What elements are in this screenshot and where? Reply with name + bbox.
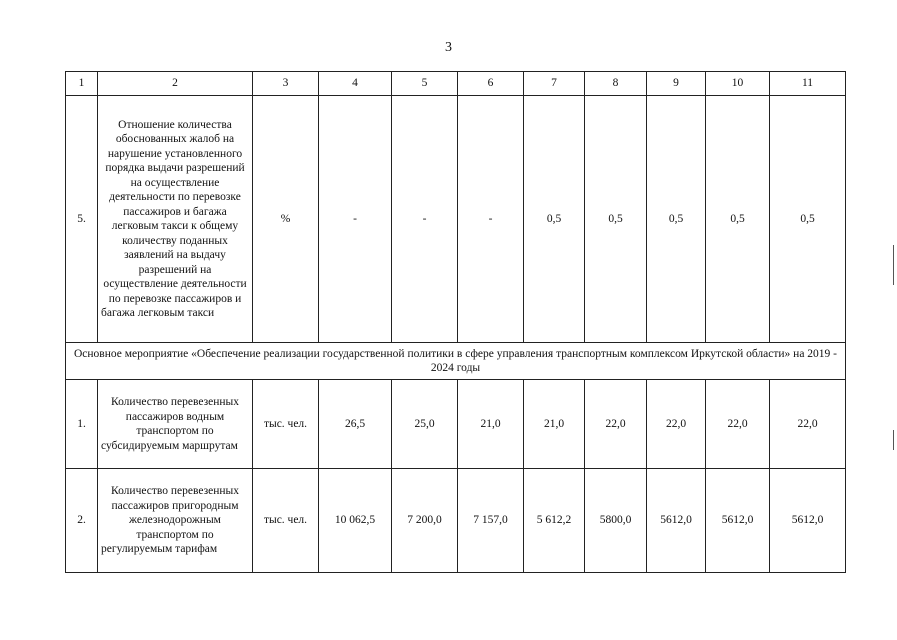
- section-row: [66, 343, 846, 380]
- header-cell: 1: [66, 72, 98, 96]
- value-cell: 21,0: [524, 380, 585, 469]
- value-cell: 0,5: [647, 96, 706, 343]
- page-number: 3: [445, 40, 452, 55]
- value-cell: 22,0: [770, 380, 846, 469]
- value-cell: 25,0: [392, 380, 458, 469]
- row-number: 5.: [66, 96, 98, 343]
- scan-edge-mark: [893, 430, 894, 450]
- value-cell: 5 612,2: [524, 469, 585, 573]
- table-row: [66, 380, 846, 469]
- indicator-name: Отношение количества обоснованных жалоб на нарушение установленного порядка выдачи разрешений на осуществление деятельности по перевозке пассажиров и багажа легковым такси к общему количеству поданных заявлений на выдачу разрешений на осуществление деятельности по перевозке пассажиров и багажа легковым такси: [98, 96, 253, 343]
- section-title: Основное мероприятие «Обеспечение реализации государственной политики в сфере управления транспортным комплексом Иркутской области» на 2019 - 2024 годы: [66, 343, 846, 380]
- unit-cell: тыс. чел.: [253, 380, 319, 469]
- unit-cell: %: [253, 96, 319, 343]
- header-cell: 11: [770, 72, 846, 96]
- value-cell: -: [392, 96, 458, 343]
- indicator-name: Количество перевезенных пассажиров пригородным железнодорожным транспортом по регулируемым тарифам: [98, 469, 253, 573]
- value-cell: 5612,0: [647, 469, 706, 573]
- value-cell: 22,0: [647, 380, 706, 469]
- value-cell: 5800,0: [585, 469, 647, 573]
- header-cell: 7: [524, 72, 585, 96]
- value-cell: 0,5: [585, 96, 647, 343]
- unit-cell: тыс. чел.: [253, 469, 319, 573]
- header-cell: 10: [706, 72, 770, 96]
- value-cell: -: [319, 96, 392, 343]
- indicator-name: Количество перевезенных пассажиров водным транспортом по субсидируемым маршрутам: [98, 380, 253, 469]
- indicators-table: [65, 71, 846, 573]
- header-cell: 6: [458, 72, 524, 96]
- value-cell: 21,0: [458, 380, 524, 469]
- value-cell: 7 200,0: [392, 469, 458, 573]
- header-cell: 4: [319, 72, 392, 96]
- value-cell: 22,0: [706, 380, 770, 469]
- value-cell: 0,5: [770, 96, 846, 343]
- header-cell: 2: [98, 72, 253, 96]
- table-header-row: [66, 72, 846, 96]
- value-cell: -: [458, 96, 524, 343]
- scan-edge-mark: [893, 245, 894, 285]
- value-cell: 5612,0: [706, 469, 770, 573]
- header-cell: 9: [647, 72, 706, 96]
- value-cell: 10 062,5: [319, 469, 392, 573]
- value-cell: 22,0: [585, 380, 647, 469]
- table-row: [66, 96, 846, 343]
- row-number: 2.: [66, 469, 98, 573]
- value-cell: 7 157,0: [458, 469, 524, 573]
- row-number: 1.: [66, 380, 98, 469]
- value-cell: 0,5: [706, 96, 770, 343]
- header-cell: 8: [585, 72, 647, 96]
- value-cell: 5612,0: [770, 469, 846, 573]
- value-cell: 26,5: [319, 380, 392, 469]
- value-cell: 0,5: [524, 96, 585, 343]
- table-row: [66, 469, 846, 573]
- header-cell: 3: [253, 72, 319, 96]
- header-cell: 5: [392, 72, 458, 96]
